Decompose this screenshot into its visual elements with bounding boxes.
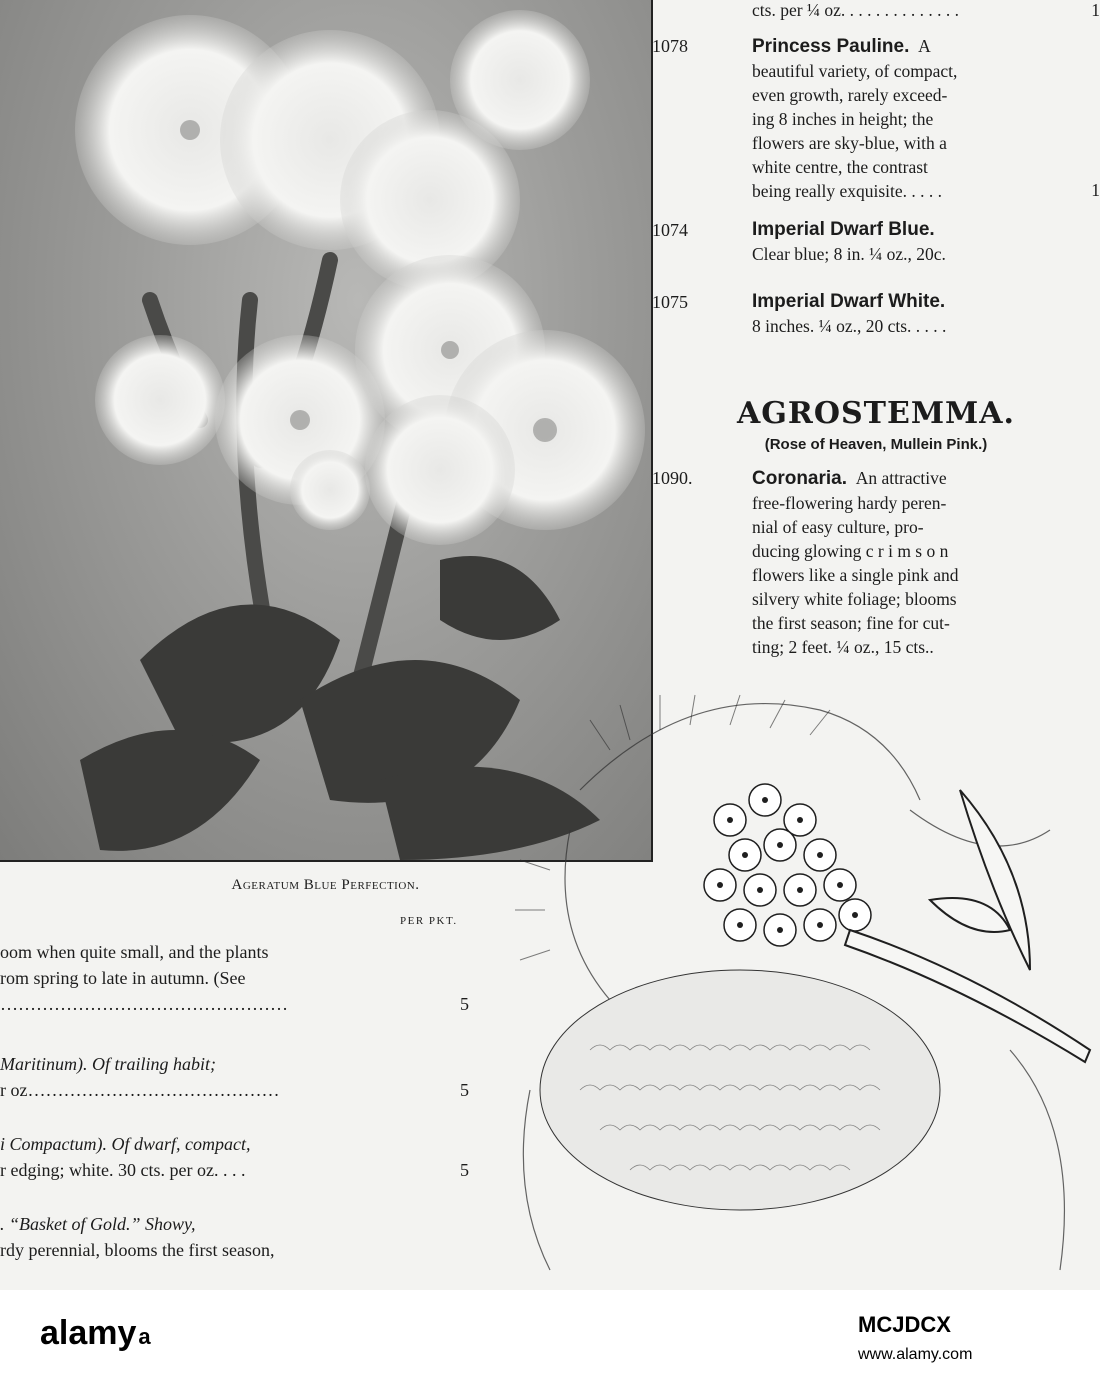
alyssum-engraving — [490, 670, 1100, 1290]
left-line: r oz…………………………………… 5 — [0, 1080, 469, 1100]
catalog-page: Ageratum Blue Perfection. PER PKT. oom when quite small, and the plants rom spring to late in autumn. (See ………………………………………… 5 Maritinum). Of trailing habit; r oz…………………………………… 5 i Compactum). Of dwarf, compact, r edging; white. 30 cts. per oz. . . . 5 . “Basket of Gold.” Showy, rdy perennial, blooms the first season, cts. per ¼ oz. . . . . . . . . . . . . . 1 1078 Princess Pauline. A beautiful variety, of compact, even growth, rarely exceed- ing 8 inches in height; the flowers are sky-blue, with a white centre, the contrast being really exquisite. . . . . 1 1074 Imperial Dwarf Blue. Clear blue; 8 in. ¼ oz., 20c. 1075 Imperial Dwarf White. 8 inches. ¼ oz., 20 cts. . . . . 1090. Coronaria. An attractive free-flowering hardy peren- nial of easy culture, pro- ducing glowing c r i m s o n flowers like a single pink and silvery white foliage; blooms the first season; fine for cut- ting; 2 feet. ¼ oz., 15 cts.. AGROSTEMMA. (Rose of Heaven, Mullein Pink.) — [0, 0, 1100, 1290]
image-id: MCJDCX — [858, 1312, 951, 1337]
entry-name: Coronaria. — [752, 468, 848, 489]
section-heading: AGROSTEMMA. — [737, 396, 1015, 431]
left-line: rom spring to late in autumn. (See — [0, 968, 246, 988]
left-line: rdy perennial, blooms the first season, — [0, 1240, 275, 1260]
alamy-logo: alamya — [40, 1314, 151, 1352]
photo-caption: Ageratum Blue Perfection. — [231, 877, 420, 893]
left-line: i Compactum). Of dwarf, compact, — [0, 1134, 251, 1154]
section-subheading: (Rose of Heaven, Mullein Pink.) — [764, 436, 988, 453]
left-line: . “Basket of Gold.” Showy, — [0, 1214, 196, 1234]
alamy-footer — [0, 1290, 1100, 1390]
per-pkt-label: PER PKT. — [400, 915, 458, 927]
entry-name: Princess Pauline. — [752, 36, 910, 57]
entry-name: Imperial Dwarf White. — [752, 291, 946, 312]
left-line: oom when quite small, and the plants — [0, 942, 269, 962]
left-line: ………………………………………… 5 — [0, 994, 469, 1014]
alamy-logo-mark: a — [138, 1324, 151, 1349]
alamy-url[interactable]: www.alamy.com — [858, 1346, 973, 1363]
left-line: Maritinum). Of trailing habit; — [0, 1054, 216, 1074]
entry-name: Imperial Dwarf Blue. — [752, 219, 935, 240]
left-line: r edging; white. 30 cts. per oz. . . . 5 — [0, 1160, 469, 1180]
